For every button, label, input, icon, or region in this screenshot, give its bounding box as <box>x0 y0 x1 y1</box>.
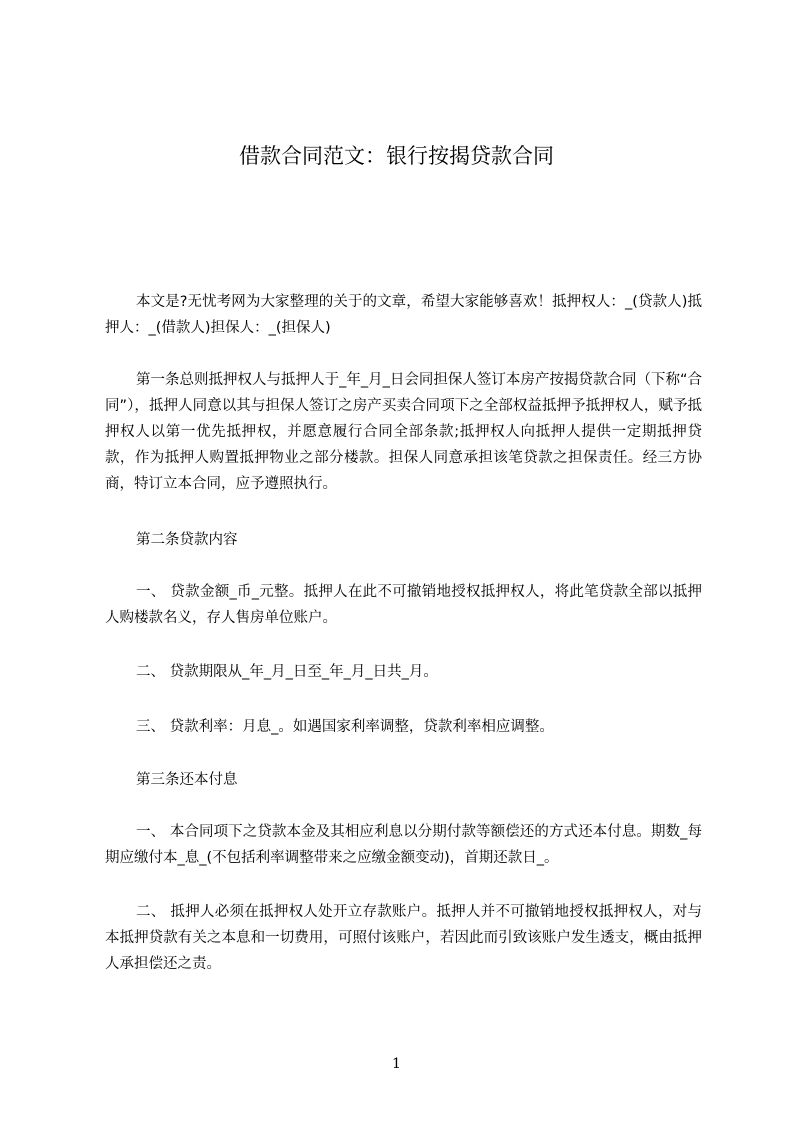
article-2-item-2: 二、 贷款期限从_年_月_日至_年_月_日共_月。 <box>136 664 438 680</box>
article-3-item-1: 一、 本合同项下之贷款本金及其相应利息以分期付款等额偿还的方式还本付息。期数_每期应缴付本_息_(不包括利率调整带来之应缴金额变动)，首期还款日_。 <box>105 824 702 866</box>
article-2-item-1: 一、 贷款金额_币_元整。抵押人在此不可撤销地授权抵押权人，将此笔贷款全部以抵押人购楼款名义，存人售房单位账户。 <box>105 584 702 626</box>
article-1-paragraph: 第一条总则抵押权人与抵押人于_年_月_日会同担保人签订本房产按揭贷款合同（下称“合同”），抵押人同意以其与担保人签订之房产买卖合同项下之全部权益抵押予抵押权人，赋予抵押权人以第一优先抵押权，并愿意履行合同全部条款;抵押权人向抵押人提供一定期抵押贷款，作为抵押人购置抵押物业之部分楼款。担保人同意承担该笔贷款之担保责任。经三方协商，特订立本合同，应予遵照执行。 <box>105 372 702 492</box>
article-3-heading: 第三条还本付息 <box>136 772 238 788</box>
article-2-item-3: 三、 贷款利率：月息_。如遇国家利率调整，贷款利率相应调整。 <box>136 719 554 735</box>
article-2-heading: 第二条贷款内容 <box>136 532 238 548</box>
document-title: 借款合同范文：银行按揭贷款合同 <box>239 144 554 168</box>
intro-paragraph: 本文是?无忧考网为大家整理的关于的文章，希望大家能够喜欢！抵押权人：_(贷款人)抵押人：_(借款人)担保人：_(担保人) <box>105 294 702 336</box>
article-3-item-2: 二、 抵押人必须在抵押权人处开立存款账户。抵押人并不可撤销地授权抵押权人，对与本抵押贷款有关之本息和一切费用，可照付该账户，若因此而引致该账户发生透支，概由抵押人承担偿还之责。 <box>105 904 702 972</box>
page-number: 1 <box>392 1056 401 1072</box>
